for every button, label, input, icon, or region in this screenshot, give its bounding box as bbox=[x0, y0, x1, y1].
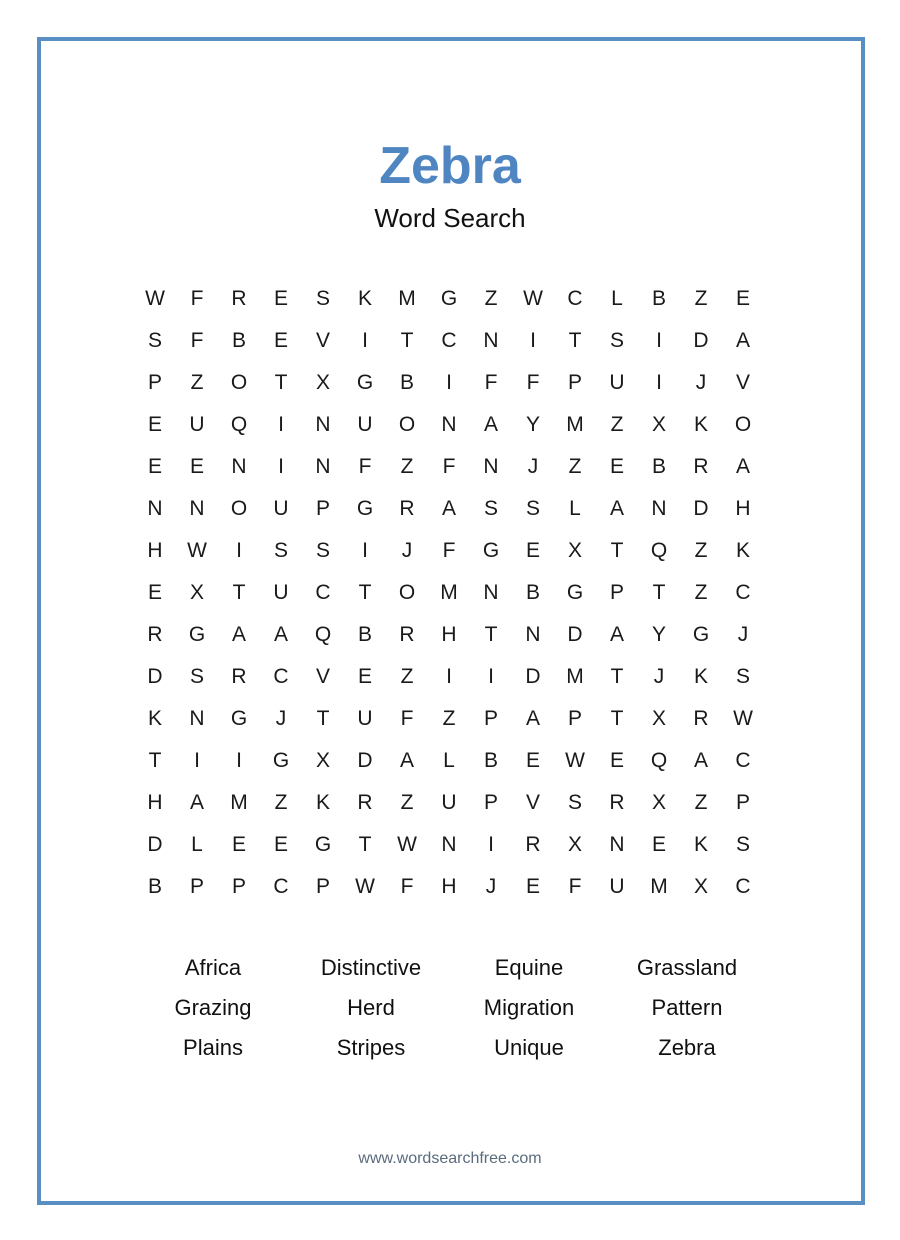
grid-cell[interactable]: T bbox=[358, 833, 372, 856]
grid-cell[interactable]: P bbox=[735, 791, 750, 814]
grid-cell[interactable]: X bbox=[651, 707, 666, 730]
grid-cell[interactable]: C bbox=[273, 875, 289, 898]
grid-cell[interactable]: T bbox=[232, 581, 246, 604]
grid-cell[interactable]: S bbox=[735, 665, 750, 688]
grid-cell[interactable]: M bbox=[566, 665, 584, 688]
grid-cell[interactable]: T bbox=[358, 581, 372, 604]
grid-cell[interactable]: E bbox=[357, 665, 372, 688]
grid-cell[interactable]: L bbox=[443, 749, 455, 772]
grid-cell[interactable]: N bbox=[483, 581, 499, 604]
grid-cell[interactable]: S bbox=[273, 539, 288, 562]
grid-cell[interactable]: I bbox=[362, 329, 368, 352]
grid-cell[interactable]: I bbox=[488, 833, 494, 856]
grid-cell[interactable]: O bbox=[398, 581, 416, 604]
grid-cell[interactable]: X bbox=[651, 413, 666, 436]
grid-cell[interactable]: S bbox=[567, 791, 582, 814]
grid-cell[interactable]: C bbox=[735, 581, 751, 604]
grid-cell[interactable]: Q bbox=[650, 539, 668, 562]
grid-cell[interactable]: O bbox=[230, 497, 248, 520]
word-list-item: Migration bbox=[483, 995, 575, 1020]
grid-cell[interactable]: E bbox=[273, 833, 288, 856]
grid-cell[interactable]: K bbox=[315, 791, 330, 814]
grid-cell[interactable]: Q bbox=[650, 749, 668, 772]
grid-cell[interactable]: F bbox=[190, 329, 204, 352]
grid-cell[interactable]: G bbox=[356, 371, 374, 394]
grid-cell[interactable]: V bbox=[525, 791, 540, 814]
grid-cell[interactable]: I bbox=[362, 539, 368, 562]
grid-cell[interactable]: D bbox=[357, 749, 373, 772]
grid-cell[interactable]: B bbox=[525, 581, 540, 604]
grid-cell[interactable]: N bbox=[483, 455, 499, 478]
grid-cell[interactable]: U bbox=[441, 791, 457, 814]
grid-cell[interactable]: N bbox=[315, 455, 331, 478]
grid-cell[interactable]: T bbox=[316, 707, 330, 730]
word-list-item: Grazing bbox=[174, 995, 252, 1020]
grid-cell[interactable]: Z bbox=[568, 455, 582, 478]
grid-cell[interactable]: R bbox=[399, 497, 415, 520]
grid-cell[interactable]: Z bbox=[400, 791, 414, 814]
grid-cell[interactable]: R bbox=[231, 665, 247, 688]
grid-cell[interactable]: N bbox=[189, 707, 205, 730]
grid-cell[interactable]: R bbox=[609, 791, 625, 814]
grid-cell[interactable]: P bbox=[147, 371, 162, 394]
grid-cell[interactable]: L bbox=[611, 287, 623, 310]
grid-cell[interactable]: A bbox=[525, 707, 540, 730]
grid-cell[interactable]: F bbox=[568, 875, 582, 898]
grid-cell[interactable]: M bbox=[440, 581, 458, 604]
grid-cell[interactable]: U bbox=[357, 413, 373, 436]
grid-cell[interactable]: L bbox=[569, 497, 581, 520]
grid-cell[interactable]: D bbox=[525, 665, 541, 688]
letter-grid bbox=[134, 278, 764, 908]
grid-cell[interactable]: J bbox=[527, 455, 539, 478]
grid-cell[interactable]: F bbox=[442, 455, 456, 478]
grid-cell[interactable]: Z bbox=[400, 455, 414, 478]
grid-cell[interactable]: R bbox=[399, 623, 415, 646]
word-list-item: Equine bbox=[494, 955, 564, 980]
word-list-item: Stripes bbox=[336, 1035, 406, 1060]
grid-cell[interactable]: N bbox=[483, 329, 499, 352]
grid-cell[interactable]: Z bbox=[190, 371, 204, 394]
grid-cell[interactable]: E bbox=[651, 833, 666, 856]
grid-cell[interactable]: A bbox=[231, 623, 246, 646]
grid-cell[interactable]: V bbox=[315, 665, 330, 688]
word-list-item: Distinctive bbox=[320, 955, 422, 980]
grid-cell[interactable]: J bbox=[737, 623, 749, 646]
grid-cell[interactable]: G bbox=[440, 287, 458, 310]
grid-cell[interactable]: Z bbox=[610, 413, 624, 436]
grid-cell[interactable]: O bbox=[398, 413, 416, 436]
grid-cell[interactable]: E bbox=[609, 749, 624, 772]
grid-cell[interactable]: W bbox=[397, 833, 417, 856]
grid-cell[interactable]: R bbox=[231, 287, 247, 310]
footer-url[interactable]: www.wordsearchfree.com bbox=[358, 1150, 542, 1167]
grid-cell[interactable]: Z bbox=[442, 707, 456, 730]
grid-cell[interactable]: H bbox=[441, 875, 457, 898]
grid-cell[interactable]: K bbox=[693, 833, 708, 856]
grid-cell[interactable]: P bbox=[189, 875, 204, 898]
grid-cell[interactable]: P bbox=[483, 791, 498, 814]
grid-cell[interactable]: B bbox=[147, 875, 162, 898]
grid-cell[interactable]: A bbox=[609, 623, 624, 646]
grid-cell[interactable]: E bbox=[273, 287, 288, 310]
grid-cell[interactable]: C bbox=[735, 749, 751, 772]
grid-cell[interactable]: C bbox=[315, 581, 331, 604]
grid-cell[interactable]: N bbox=[189, 497, 205, 520]
grid-cell[interactable]: T bbox=[610, 665, 624, 688]
grid-cell[interactable]: I bbox=[446, 665, 452, 688]
grid-cell[interactable]: G bbox=[272, 749, 290, 772]
grid-cell[interactable]: N bbox=[315, 413, 331, 436]
grid-cell[interactable]: G bbox=[482, 539, 500, 562]
grid-cell[interactable]: P bbox=[609, 581, 624, 604]
grid-cell[interactable]: E bbox=[273, 329, 288, 352]
grid-cell[interactable]: W bbox=[565, 749, 585, 772]
grid-cell[interactable]: N bbox=[651, 497, 667, 520]
grid-cell[interactable]: E bbox=[525, 749, 540, 772]
grid-cell[interactable]: T bbox=[274, 371, 288, 394]
grid-cell[interactable]: E bbox=[735, 287, 750, 310]
grid-cell[interactable]: O bbox=[734, 413, 752, 436]
grid-cell[interactable]: R bbox=[693, 707, 709, 730]
grid-cell[interactable]: N bbox=[525, 623, 541, 646]
grid-cell[interactable]: F bbox=[400, 707, 414, 730]
grid-cell[interactable]: I bbox=[278, 413, 284, 436]
grid-cell[interactable]: I bbox=[236, 749, 242, 772]
grid-cell[interactable]: Y bbox=[651, 623, 666, 646]
grid-cell[interactable]: G bbox=[314, 833, 332, 856]
word-list-item: Zebra bbox=[658, 1035, 716, 1060]
grid-cell[interactable]: J bbox=[275, 707, 287, 730]
grid-cell[interactable]: T bbox=[568, 329, 582, 352]
grid-cell[interactable]: N bbox=[147, 497, 163, 520]
grid-cell[interactable]: F bbox=[400, 875, 414, 898]
grid-cell[interactable]: H bbox=[441, 623, 457, 646]
grid-cell[interactable]: F bbox=[526, 371, 540, 394]
grid-cell[interactable]: K bbox=[147, 707, 162, 730]
grid-cell[interactable]: K bbox=[735, 539, 750, 562]
grid-cell[interactable]: R bbox=[147, 623, 163, 646]
grid-cell[interactable]: A bbox=[483, 413, 498, 436]
grid-cell[interactable]: S bbox=[609, 329, 624, 352]
grid-cell[interactable]: C bbox=[735, 875, 751, 898]
grid-cell[interactable]: C bbox=[441, 329, 457, 352]
grid-cell[interactable]: U bbox=[609, 371, 625, 394]
grid-cell[interactable]: X bbox=[567, 539, 582, 562]
grid-cell[interactable]: I bbox=[236, 539, 242, 562]
grid-cell[interactable]: S bbox=[315, 287, 330, 310]
grid-cell[interactable]: P bbox=[567, 371, 582, 394]
word-list-item: Herd bbox=[347, 995, 395, 1020]
grid-cell[interactable]: O bbox=[230, 371, 248, 394]
grid-cell[interactable]: N bbox=[231, 455, 247, 478]
grid-cell[interactable]: I bbox=[194, 749, 200, 772]
grid-cell[interactable]: E bbox=[147, 581, 162, 604]
grid-cell[interactable]: X bbox=[315, 371, 330, 394]
grid-cell[interactable]: B bbox=[231, 329, 246, 352]
grid-cell[interactable]: N bbox=[441, 413, 457, 436]
grid-cell[interactable]: A bbox=[189, 791, 204, 814]
grid-cell[interactable]: W bbox=[145, 287, 165, 310]
grid-cell[interactable]: Q bbox=[230, 413, 248, 436]
grid-cell[interactable]: B bbox=[483, 749, 498, 772]
grid-cell[interactable]: B bbox=[399, 371, 414, 394]
grid-cell[interactable]: J bbox=[653, 665, 665, 688]
grid-cell[interactable]: A bbox=[735, 329, 750, 352]
grid-cell[interactable]: D bbox=[693, 497, 709, 520]
grid-cell[interactable]: E bbox=[525, 875, 540, 898]
grid-cell[interactable]: T bbox=[484, 623, 498, 646]
grid-cell[interactable]: C bbox=[273, 665, 289, 688]
grid-cell[interactable]: N bbox=[441, 833, 457, 856]
grid-cell[interactable]: I bbox=[656, 371, 662, 394]
grid-cell[interactable]: G bbox=[566, 581, 584, 604]
grid-cell[interactable]: F bbox=[442, 539, 456, 562]
grid-cell[interactable]: R bbox=[525, 833, 541, 856]
grid-cell[interactable]: E bbox=[189, 455, 204, 478]
grid-cell[interactable]: X bbox=[693, 875, 708, 898]
grid-cell[interactable]: M bbox=[230, 791, 248, 814]
grid-cell[interactable]: K bbox=[357, 287, 372, 310]
grid-cell[interactable]: E bbox=[231, 833, 246, 856]
grid-cell[interactable]: A bbox=[273, 623, 288, 646]
grid-cell[interactable]: I bbox=[446, 371, 452, 394]
grid-cell[interactable]: B bbox=[651, 287, 666, 310]
grid-cell[interactable]: G bbox=[356, 497, 374, 520]
word-list-item: Unique bbox=[494, 1035, 564, 1060]
grid-cell[interactable]: U bbox=[189, 413, 205, 436]
grid-cell[interactable]: Q bbox=[314, 623, 332, 646]
grid-cell[interactable]: H bbox=[147, 539, 163, 562]
grid-cell[interactable]: S bbox=[189, 665, 204, 688]
grid-cell[interactable]: D bbox=[147, 833, 163, 856]
grid-cell[interactable]: W bbox=[733, 707, 753, 730]
grid-cell[interactable]: V bbox=[315, 329, 330, 352]
grid-cell[interactable]: J bbox=[401, 539, 413, 562]
grid-cell[interactable]: F bbox=[190, 287, 204, 310]
grid-cell[interactable]: P bbox=[483, 707, 498, 730]
word-list-item: Plains bbox=[183, 1035, 243, 1060]
grid-cell[interactable]: E bbox=[525, 539, 540, 562]
grid-cell[interactable]: E bbox=[147, 413, 162, 436]
grid-cell[interactable]: U bbox=[273, 581, 289, 604]
grid-cell[interactable]: E bbox=[147, 455, 162, 478]
grid-cell[interactable]: H bbox=[147, 791, 163, 814]
grid-cell[interactable]: B bbox=[357, 623, 372, 646]
grid-cell[interactable]: U bbox=[273, 497, 289, 520]
grid-cell[interactable]: A bbox=[399, 749, 414, 772]
grid-cell[interactable]: G bbox=[230, 707, 248, 730]
grid-cell[interactable]: Z bbox=[694, 287, 708, 310]
word-list-item: Africa bbox=[184, 955, 242, 980]
grid-cell[interactable]: X bbox=[567, 833, 582, 856]
grid-cell[interactable]: W bbox=[355, 875, 375, 898]
grid-cell[interactable]: N bbox=[609, 833, 625, 856]
grid-cell[interactable]: A bbox=[735, 455, 750, 478]
grid-cell[interactable]: A bbox=[441, 497, 456, 520]
grid-cell[interactable]: F bbox=[358, 455, 372, 478]
grid-cell[interactable]: I bbox=[656, 329, 662, 352]
grid-cell[interactable]: D bbox=[567, 623, 583, 646]
grid-cell[interactable]: L bbox=[191, 833, 203, 856]
grid-cell[interactable]: K bbox=[693, 665, 708, 688]
grid-cell[interactable]: S bbox=[147, 329, 162, 352]
grid-cell[interactable]: S bbox=[483, 497, 498, 520]
grid-cell[interactable]: P bbox=[315, 497, 330, 520]
grid-cell[interactable]: P bbox=[231, 875, 246, 898]
grid-cell[interactable]: K bbox=[693, 413, 708, 436]
grid-cell[interactable]: S bbox=[315, 539, 330, 562]
grid-cell[interactable]: X bbox=[189, 581, 204, 604]
grid-cell[interactable]: B bbox=[651, 455, 666, 478]
grid-cell[interactable]: E bbox=[609, 455, 624, 478]
grid-cell[interactable]: J bbox=[695, 371, 707, 394]
grid-cell[interactable]: P bbox=[315, 875, 330, 898]
grid-cell[interactable]: U bbox=[609, 875, 625, 898]
grid-cell[interactable]: F bbox=[484, 371, 498, 394]
grid-cell[interactable]: G bbox=[188, 623, 206, 646]
grid-cell[interactable]: R bbox=[357, 791, 373, 814]
grid-cell[interactable]: M bbox=[566, 413, 584, 436]
grid-cell[interactable]: G bbox=[692, 623, 710, 646]
grid-cell[interactable]: Y bbox=[525, 413, 540, 436]
grid-cell[interactable]: D bbox=[693, 329, 709, 352]
grid-cell[interactable]: R bbox=[693, 455, 709, 478]
grid-cell[interactable]: W bbox=[523, 287, 543, 310]
word-list bbox=[134, 948, 766, 1068]
grid-cell[interactable]: T bbox=[610, 707, 624, 730]
grid-cell[interactable]: V bbox=[735, 371, 750, 394]
grid-cell[interactable]: I bbox=[278, 455, 284, 478]
grid-cell[interactable]: A bbox=[609, 497, 624, 520]
grid-cell[interactable]: T bbox=[400, 329, 414, 352]
grid-cell[interactable]: I bbox=[530, 329, 536, 352]
grid-cell[interactable]: M bbox=[398, 287, 416, 310]
grid-cell[interactable]: W bbox=[187, 539, 207, 562]
grid-cell[interactable]: T bbox=[652, 581, 666, 604]
grid-cell[interactable]: S bbox=[525, 497, 540, 520]
grid-cell[interactable]: I bbox=[488, 665, 494, 688]
grid-cell[interactable]: M bbox=[650, 875, 668, 898]
grid-cell[interactable]: J bbox=[485, 875, 497, 898]
grid-cell[interactable]: X bbox=[651, 791, 666, 814]
puzzle-subtitle: Word Search bbox=[374, 203, 526, 233]
grid-cell[interactable]: C bbox=[567, 287, 583, 310]
grid-cell[interactable]: P bbox=[567, 707, 582, 730]
grid-cell[interactable]: T bbox=[148, 749, 162, 772]
grid-cell[interactable]: Z bbox=[694, 791, 708, 814]
word-list-item: Pattern bbox=[651, 995, 723, 1020]
grid-cell[interactable]: D bbox=[147, 665, 163, 688]
grid-cell[interactable]: S bbox=[735, 833, 750, 856]
grid-cell[interactable]: Z bbox=[274, 791, 288, 814]
grid-cell[interactable]: H bbox=[735, 497, 751, 520]
grid-cell[interactable]: T bbox=[610, 539, 624, 562]
grid-cell[interactable]: X bbox=[315, 749, 330, 772]
grid-cell[interactable]: Z bbox=[400, 665, 414, 688]
puzzle-title: Zebra bbox=[379, 137, 521, 195]
grid-cell[interactable]: A bbox=[693, 749, 708, 772]
grid-cell[interactable]: Z bbox=[694, 539, 708, 562]
word-list-item: Grassland bbox=[636, 955, 738, 980]
grid-cell[interactable]: Z bbox=[484, 287, 498, 310]
grid-cell[interactable]: Z bbox=[694, 581, 708, 604]
grid-cell[interactable]: U bbox=[357, 707, 373, 730]
